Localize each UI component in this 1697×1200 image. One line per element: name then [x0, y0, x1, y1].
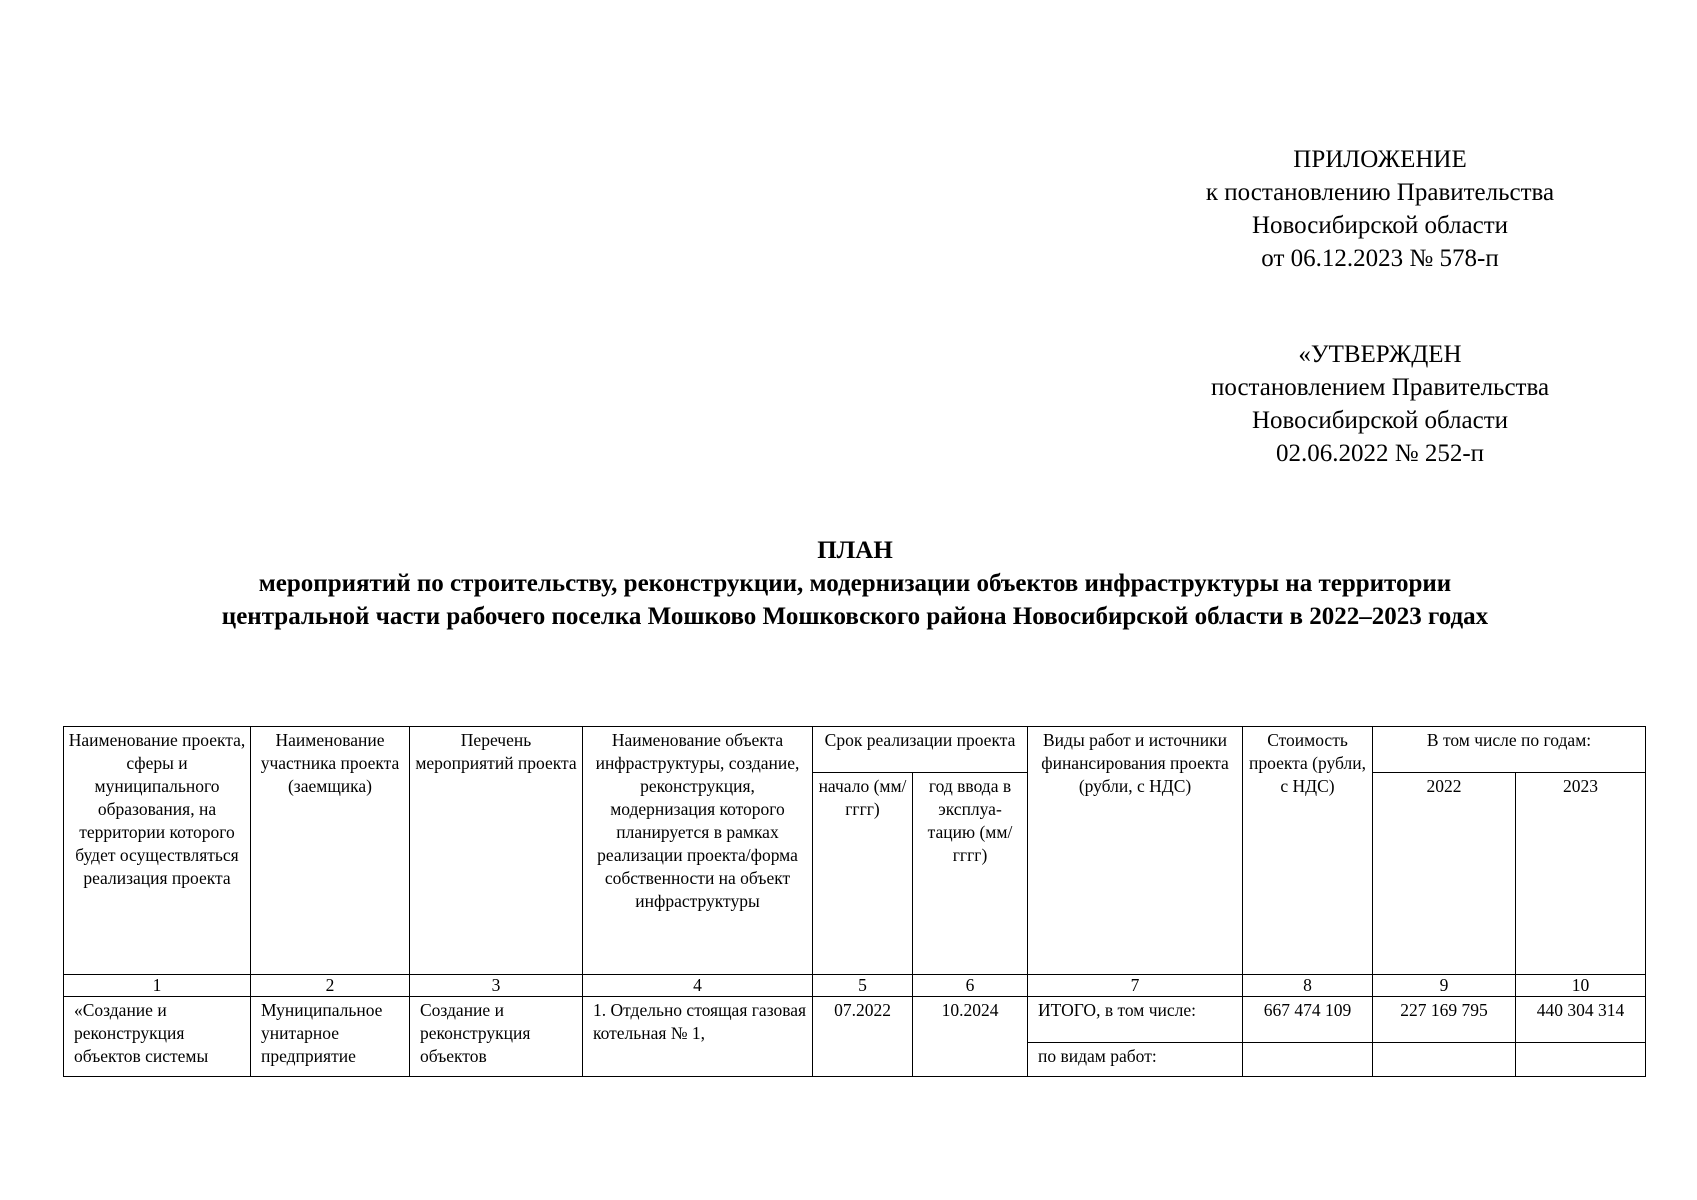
cell-activities: Создание и реконструкция объектов — [410, 997, 583, 1077]
cell-empty — [1243, 1043, 1373, 1077]
column-number: 5 — [813, 975, 913, 997]
plan-heading: ПЛАН — [817, 537, 893, 564]
header-start: начало (мм/гггг) — [813, 773, 913, 975]
column-number: 7 — [1028, 975, 1243, 997]
header-activities: Перечень мероприятий проекта — [410, 727, 583, 975]
column-number-row — [64, 975, 1646, 997]
approved-line-3: 02.06.2022 № 252-п — [1275, 440, 1485, 467]
table-row — [64, 997, 1646, 1043]
header-year-2023: 2023 — [1516, 773, 1646, 975]
column-number: 8 — [1243, 975, 1373, 997]
plan-title-line-1: мероприятий по строительству, реконструкции, модернизации объектов инфраструктуры на территории — [258, 570, 1452, 597]
column-number: 6 — [913, 975, 1028, 997]
column-number: 9 — [1373, 975, 1516, 997]
header-commissioning: год ввода в эксплуа-тацию (мм/гггг) — [913, 773, 1028, 975]
header-object: Наименование объекта инфраструктуры, создание, реконструкция, модернизация которого планируется в рамках реализации проекта/форма собственности на объект инфраструктуры — [583, 727, 813, 975]
column-number: 10 — [1516, 975, 1646, 997]
approved-block — [1150, 338, 1610, 470]
header-by-years-group: В том числе по годам: — [1373, 727, 1646, 773]
header-project-name: Наименование проекта, сферы и муниципального образования, на территории которого будет осуществляться реализация проекта — [64, 727, 251, 975]
cell-by-work-types-label: по видам работ: — [1028, 1043, 1243, 1077]
header-work-types: Виды работ и источники финансирования проекта (рубли, с НДС) — [1028, 727, 1243, 975]
cell-total-2023: 440 304 314 — [1516, 997, 1646, 1043]
plan-title-line-2: центральной части рабочего поселка Мошково Мошковского района Новосибирской области в 2022–2023 годах — [221, 603, 1489, 630]
approved-title: «УТВЕРЖДЕН — [1298, 341, 1462, 368]
header-period-group: Срок реализации проекта — [813, 727, 1028, 773]
cell-participant: Муниципальное унитарное предприятие — [251, 997, 410, 1077]
column-number: 4 — [583, 975, 813, 997]
cell-empty — [1516, 1043, 1646, 1077]
attachment-title: ПРИЛОЖЕНИЕ — [1293, 146, 1467, 173]
cell-start: 07.2022 — [813, 997, 913, 1077]
cell-total-2022: 227 169 795 — [1373, 997, 1516, 1043]
cell-project-name: «Создание и реконструкция объектов системы — [64, 997, 251, 1077]
header-year-2022: 2022 — [1373, 773, 1516, 975]
cell-total-cost: 667 474 109 — [1243, 997, 1373, 1043]
approved-line-2: Новосибирской области — [1251, 407, 1509, 434]
cell-object: 1. Отдельно стоящая газовая котельная № 1, — [583, 997, 813, 1077]
column-number: 3 — [410, 975, 583, 997]
header-cost: Стоимость проекта (рубли, с НДС) — [1243, 727, 1373, 975]
attachment-block — [1150, 143, 1610, 275]
column-number: 2 — [251, 975, 410, 997]
attachment-line-3: от 06.12.2023 № 578-п — [1261, 245, 1499, 272]
plan-title — [60, 534, 1650, 633]
attachment-line-1: к постановлению Правительства — [1205, 179, 1555, 206]
approved-line-1: постановлением Правительства — [1210, 374, 1550, 401]
plan-table — [63, 726, 1646, 1077]
header-row-1 — [64, 727, 1646, 773]
column-number: 1 — [64, 975, 251, 997]
header-participant: Наименование участника проекта (заемщика) — [251, 727, 410, 975]
cell-empty — [1373, 1043, 1516, 1077]
attachment-line-2: Новосибирской области — [1251, 212, 1509, 239]
cell-total-label: ИТОГО, в том числе: — [1028, 997, 1243, 1043]
cell-commissioning: 10.2024 — [913, 997, 1028, 1077]
